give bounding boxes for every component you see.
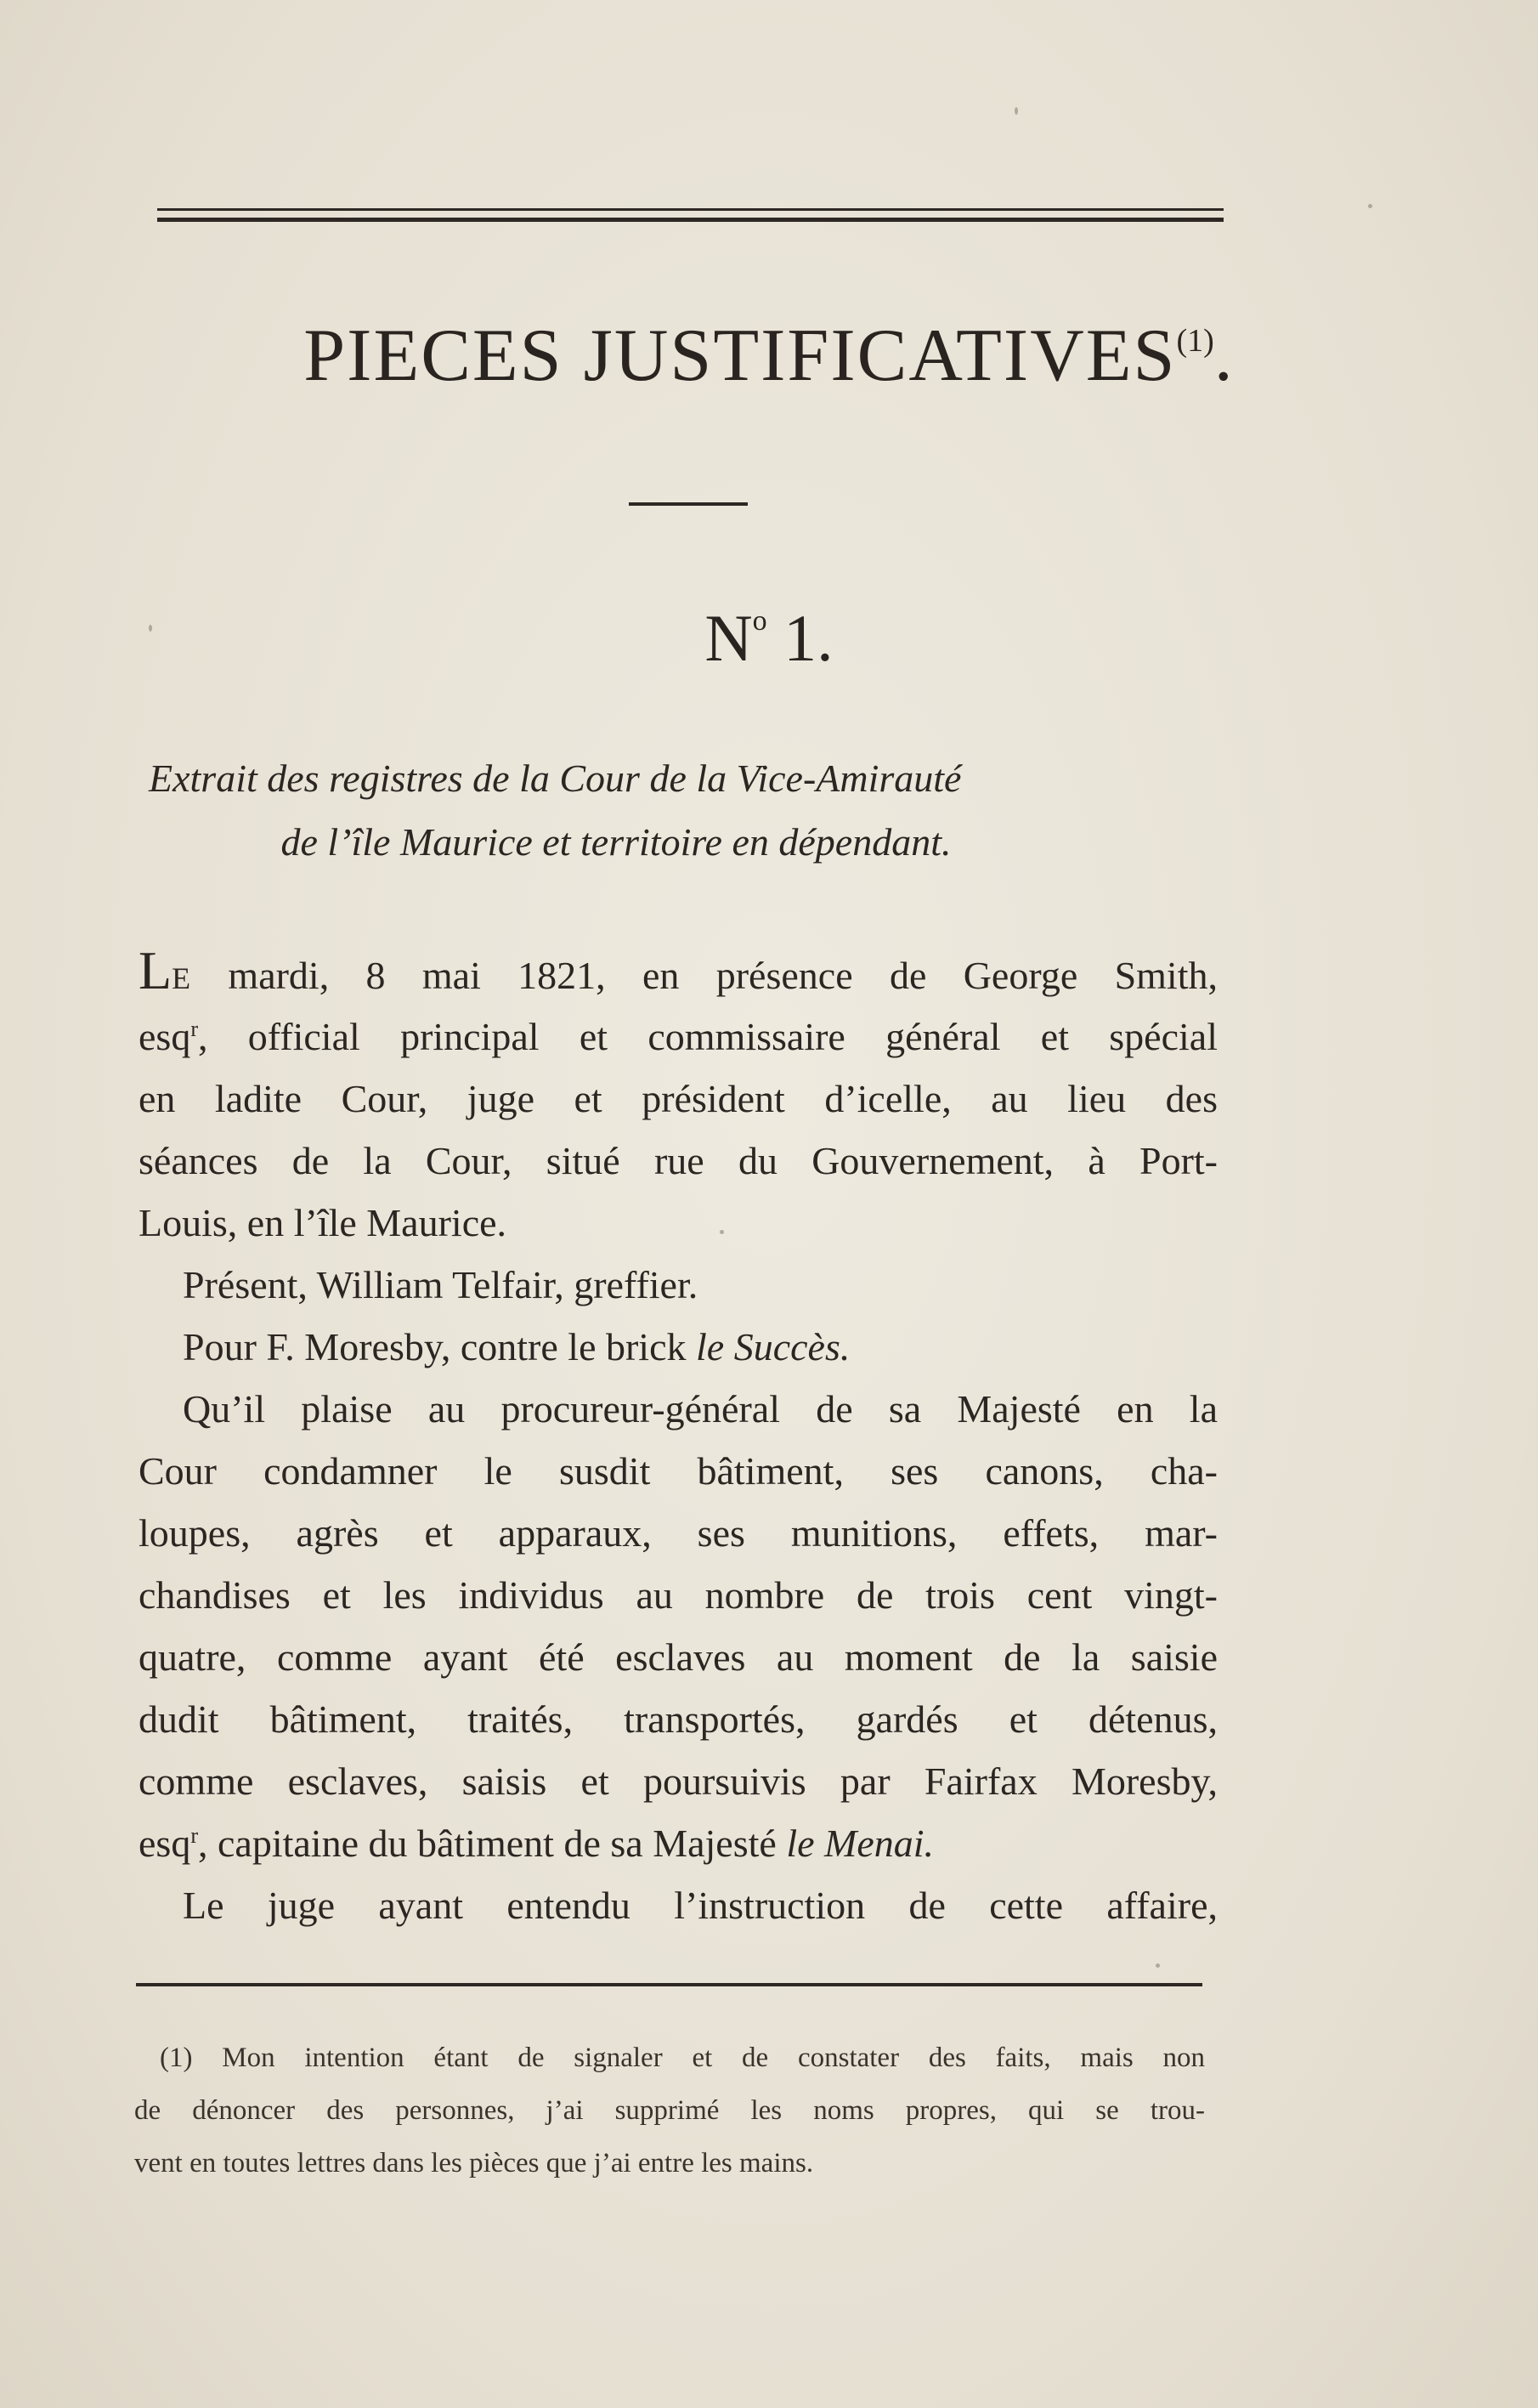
body-line: Louis, en l’île Maurice. (139, 1201, 507, 1244)
paper-speck (149, 625, 152, 632)
body-line: comme esclaves, saisis et poursuivis par Fairfax Moresby, (139, 1759, 1218, 1803)
body-line: dudit bâtiment, traités, transportés, gardés et détenus, (139, 1697, 1218, 1741)
body-line: esq$^r$, capitaine du bâtiment de sa Majesté le Menai. (139, 1822, 935, 1865)
body-text (139, 940, 1218, 1936)
body-line: esq$^r$, official principal et commissaire général et spécial (139, 1015, 1218, 1058)
body-line: Présent, William Telfair, greffier. (183, 1263, 698, 1306)
title-end: . (1213, 314, 1235, 397)
title-text: PIECES JUSTIFICATIVES (303, 314, 1177, 397)
paper-speck (1368, 204, 1372, 208)
footnote-line: de dénoncer des personnes, j’ai supprimé les noms propres, qui se trou- (134, 2095, 1205, 2126)
subtitle-line-2: de l’île Maurice et territoire en dépendant. (280, 820, 952, 864)
body-line: loupes, agrès et apparaux, ses munitions, effets, mar- (139, 1511, 1218, 1555)
header-double-rule (157, 208, 1224, 222)
title-separator-rule (629, 502, 748, 506)
number-prefix: N (704, 601, 753, 675)
body-line: chandises et les individus au nombre de trois cent vingt- (139, 1573, 1218, 1617)
body-line: en ladite Cour, juge et président d’icelle, au lieu des (139, 1077, 1218, 1120)
footnote-line: vent en toutes lettres dans les pièces que j’ai entre les mains. (134, 2148, 814, 2179)
body-line: quatre, comme ayant été esclaves au moment de la saisie (139, 1635, 1218, 1679)
footnote-line: (1) Mon intention étant de signaler et de constater des faits, mais non (160, 2043, 1205, 2073)
paper-speck (1015, 107, 1018, 115)
paper-speck (720, 1230, 724, 1234)
number-ordinal: o (752, 605, 767, 637)
footnote-rule (136, 1983, 1202, 1986)
subtitle-line-1: Extrait des registres de la Cour de la Vice-Amirauté (149, 756, 962, 800)
body-line: Pour F. Moresby, contre le brick le Succès. (183, 1325, 851, 1368)
number-value: 1. (783, 601, 834, 675)
title-footnote-ref[interactable]: (1) (1176, 323, 1214, 359)
body-line: Qu’il plaise au procureur-général de sa Majesté en la (183, 1387, 1218, 1431)
body-line: Cour condamner le susdit bâtiment, ses canons, cha- (139, 1449, 1218, 1493)
body-line: séances de la Cour, situé rue du Gouvernement, à Port- (139, 1139, 1218, 1182)
document-number (0, 601, 1538, 675)
drop-cap: L (139, 940, 172, 1000)
body-line: LE mardi, 8 mai 1821, en présence de George Smith, (139, 940, 1218, 1000)
paper-speck (1156, 1963, 1160, 1968)
footnote (134, 2031, 1205, 2190)
page-title (0, 314, 1538, 397)
body-line: Le juge ayant entendu l’instruction de cette affaire, (183, 1884, 1218, 1927)
